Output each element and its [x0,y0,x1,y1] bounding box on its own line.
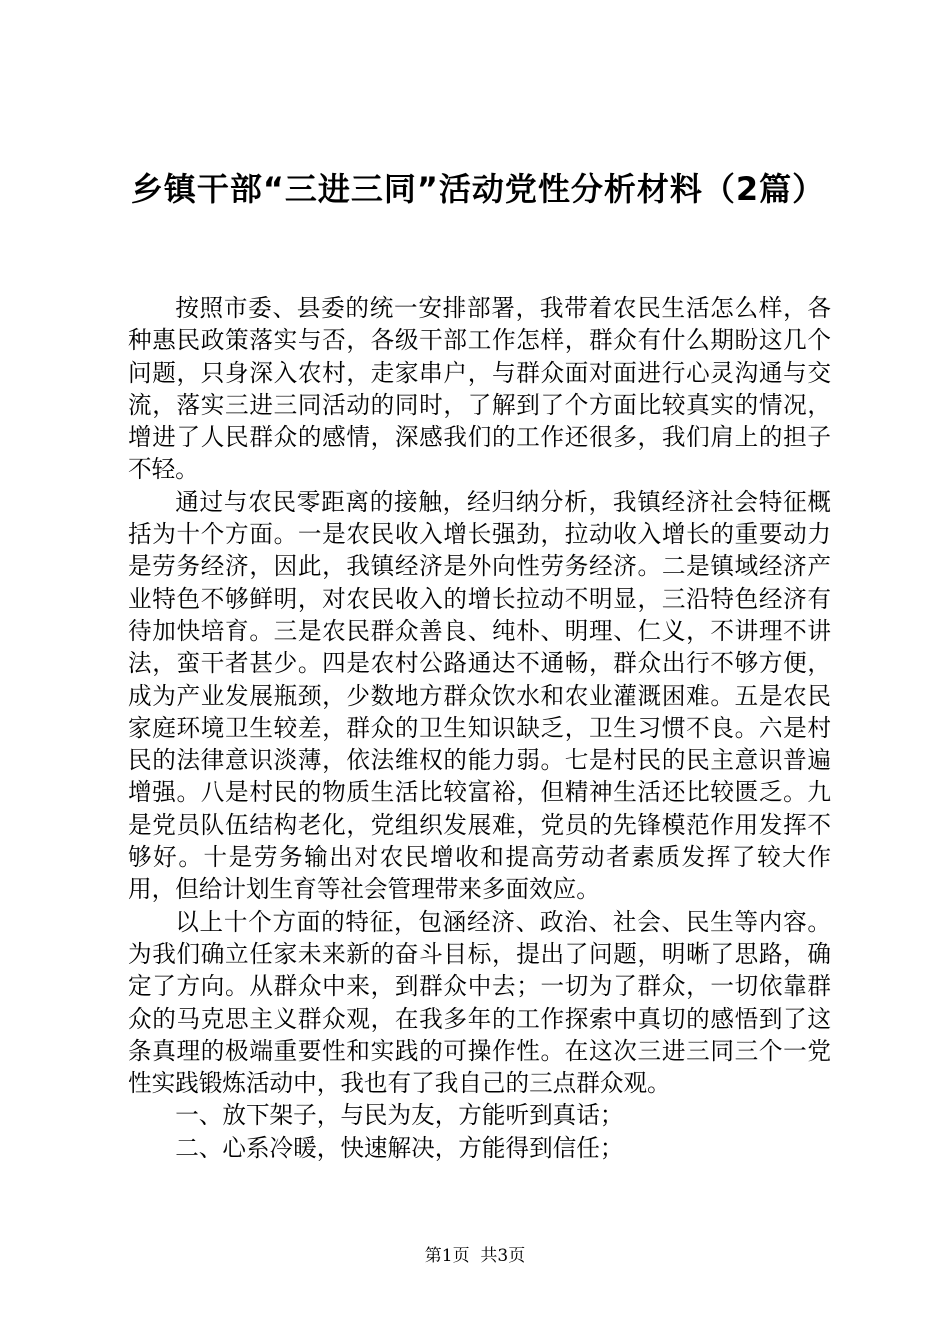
paragraph-summary: 以上十个方面的特征，包涵经济、政治、社会、民生等内容。为我们确立任家未来新的奋斗目标，提出了问题，明晰了思路，确定了方向。从群众中来，到群众中去；一切为了群众，一切依靠群众的马克思主义群众观，在我多年的工作探索中真切的感悟到了这条真理的极端重要性和实践的可操作性。在这次三进三同三个一党性实践锻炼活动中，我也有了我自己的三点群众观。 [128,907,831,1098]
paragraph-point-two: 二、心系冷暖，快速解决，方能得到信任； [175,1133,624,1162]
page-footer [0,1244,950,1268]
page-number: 第1页 共3页 [424,1246,526,1266]
document-title: 乡镇干部“三进三同”活动党性分析材料（2篇） [130,170,826,208]
document-body [128,292,831,1164]
paragraph-ten-features: 通过与农民零距离的接触，经归纳分析，我镇经济社会特征概括为十个方面。一是农民收入增长强劲，拉动收入增长的重要动力是劳务经济，因此，我镇经济是外向性劳务经济。二是镇域经济产业特色不够鲜明，对农民收入的增长拉动不明显，三沿特色经济有待加快培育。三是农民群众善良、纯朴、明理、仁义，不讲理不讲法，蛮干者甚少。四是农村公路通达不通畅，群众出行不够方便，成为产业发展瓶颈，少数地方群众饮水和农业灌溉困难。五是农民家庭环境卫生较差，群众的卫生知识缺乏，卫生习惯不良。六是村民的法律意识淡薄，依法维权的能力弱。七是村民的民主意识普遍增强。八是村民的物质生活比较富裕，但精神生活还比较匮乏。九是党员队伍结构老化，党组织发展难，党员的先锋模范作用发挥不够好。十是劳务输出对农民增收和提高劳动者素质发挥了较大作用，但给计划生育等社会管理带来多面效应。 [128,487,831,904]
paragraph-intro: 按照市委、县委的统一安排部署，我带着农民生活怎么样，各种惠民政策落实与否，各级干部工作怎样，群众有什么期盼这几个问题，只身深入农村，走家串户，与群众面对面进行心灵沟通与交流，落实三进三同活动的同时，了解到了个方面比较真实的情况，增进了人民群众的感情，深感我们的工作还很多，我们肩上的担子不轻。 [128,294,831,484]
paragraph-point-one: 一、放下架子，与民为友，方能听到真话； [175,1101,624,1130]
